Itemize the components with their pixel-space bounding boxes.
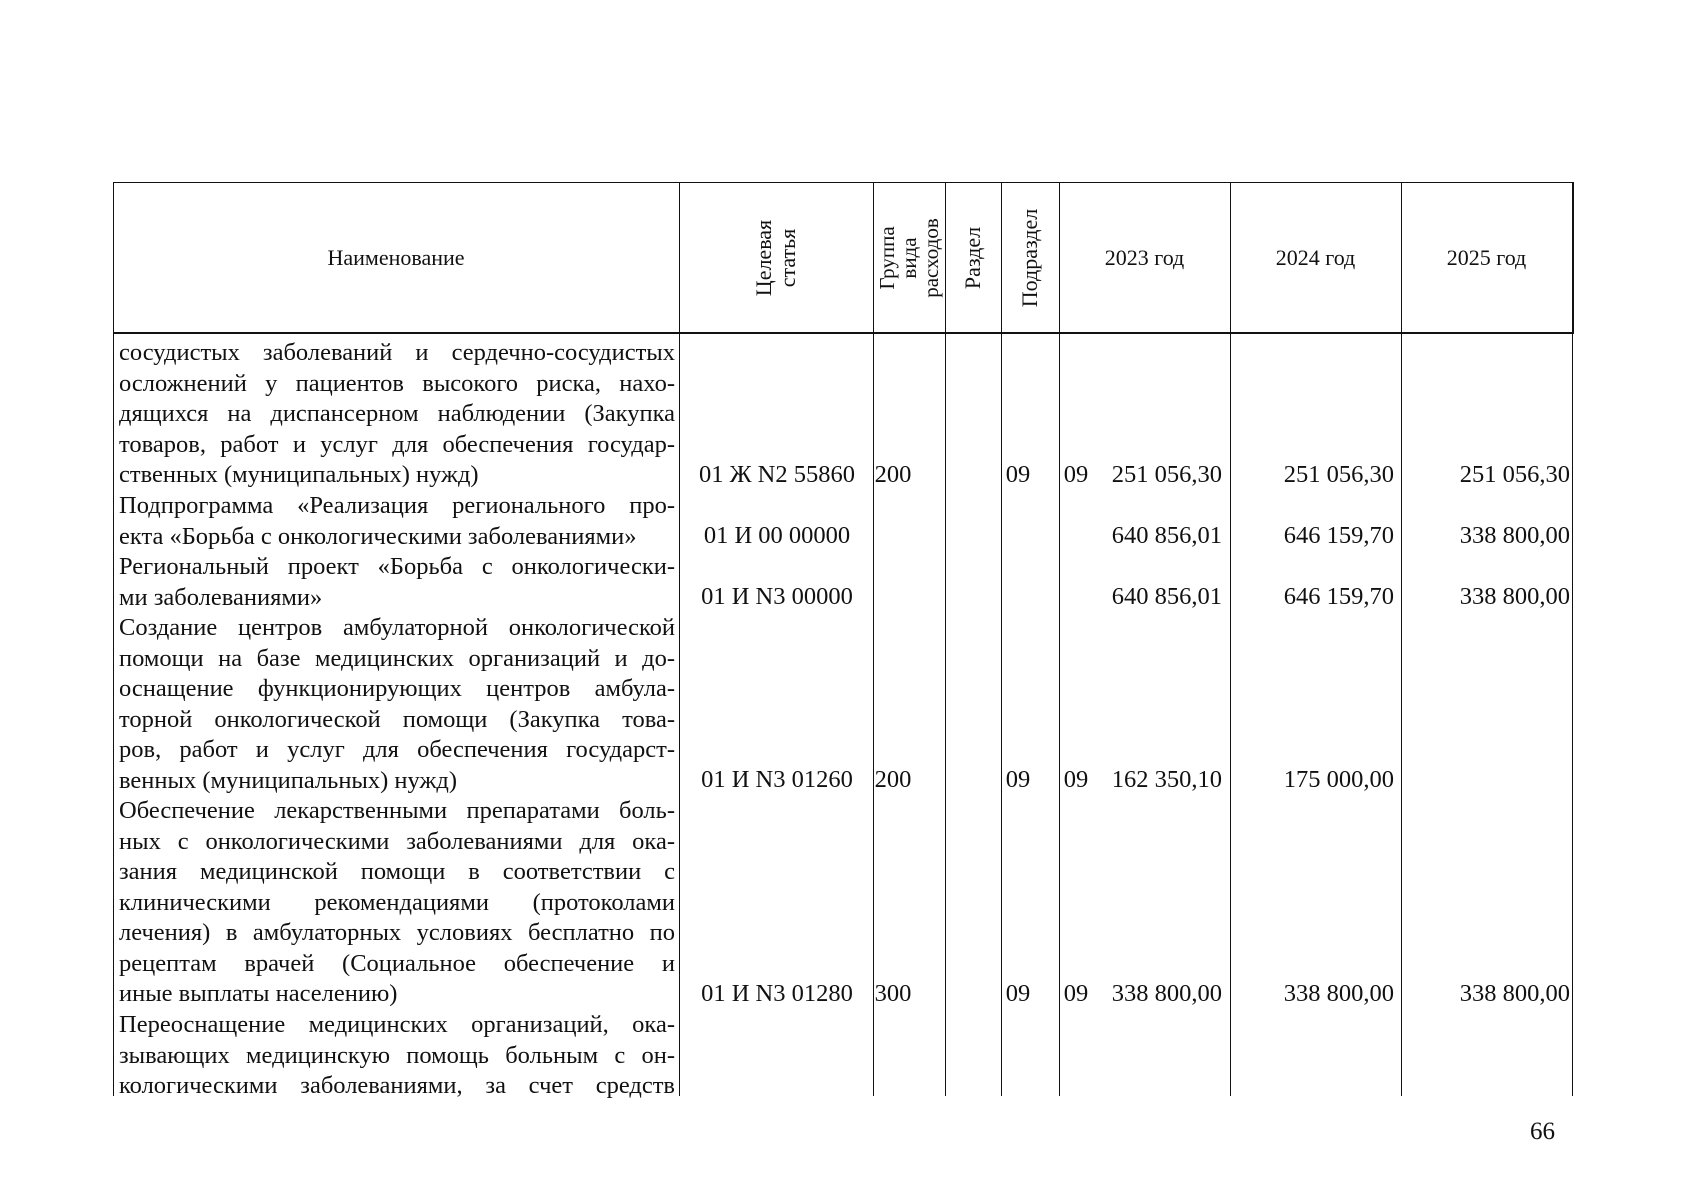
header-section-text: Раздел bbox=[960, 226, 986, 290]
header-2024-text: 2024 год bbox=[1275, 245, 1356, 270]
name-line: екта «Борьба с онкологическими заболеваниями» bbox=[119, 522, 637, 550]
row-name bbox=[119, 552, 675, 613]
name-line: лечения) в амбулаторных условиях бесплатно по bbox=[119, 919, 675, 946]
name-line: Переоснащение медицинских организаций, ока- bbox=[119, 1011, 675, 1038]
row-name bbox=[119, 338, 675, 491]
y2023-cell: 162 350,10 bbox=[1111, 766, 1222, 793]
header-name bbox=[113, 182, 679, 334]
header-2025-text: 2025 год bbox=[1446, 245, 1527, 270]
name-line: Подпрограмма «Реализация регионального про- bbox=[119, 492, 675, 519]
name-line: оснащение функционирующих центров амбула- bbox=[119, 675, 675, 702]
target-cell: 01 И 00 00000 bbox=[703, 522, 851, 549]
header-target-text: Целевая статья bbox=[750, 219, 800, 297]
header-2024 bbox=[1230, 182, 1401, 334]
y2023-cell: 640 856,01 bbox=[1111, 522, 1222, 549]
y2024-cell: 175 000,00 bbox=[1283, 766, 1394, 793]
y2024-cell: 338 800,00 bbox=[1283, 980, 1394, 1007]
y2025-cell: 251 056,30 bbox=[1459, 461, 1570, 488]
y2023-cell: 338 800,00 bbox=[1111, 980, 1222, 1007]
y2024-cell: 646 159,70 bbox=[1283, 522, 1394, 549]
group-cell: 300 bbox=[874, 980, 912, 1007]
section-cell: 09 bbox=[1005, 980, 1031, 1007]
budget-table bbox=[113, 182, 1574, 1099]
name-line: дящихся на диспансерном наблюдении (Закупка bbox=[119, 400, 675, 427]
y2024-cell: 251 056,30 bbox=[1283, 461, 1394, 488]
header-name-text: Наименование bbox=[327, 245, 465, 270]
name-line: Обеспечение лекарственными препаратами боль- bbox=[119, 797, 675, 824]
header-subsection bbox=[1001, 182, 1059, 334]
header-target bbox=[679, 182, 873, 334]
name-line: осложнений у пациентов высокого риска, нахо- bbox=[119, 369, 675, 397]
name-line: помощи на базе медицинских организаций и до- bbox=[119, 644, 675, 672]
header-2023-text: 2023 год bbox=[1104, 245, 1185, 270]
col-line bbox=[1572, 182, 1573, 1096]
header-subsection-text: Подраздел bbox=[1017, 208, 1043, 308]
section-cell: 09 bbox=[1005, 766, 1031, 793]
y2023-cell: 251 056,30 bbox=[1111, 461, 1222, 488]
name-line: ственных (муниципальных) нужд) bbox=[119, 461, 479, 488]
page-number: 66 bbox=[1530, 1118, 1555, 1145]
name-line: венных (муниципальных) нужд) bbox=[119, 766, 458, 794]
header-group-text: Группа вида расходов bbox=[875, 218, 943, 298]
target-cell: 01 И N3 00000 bbox=[701, 583, 853, 610]
name-line: клиническими рекомендациями (протоколами bbox=[119, 888, 675, 916]
target-cell: 01 И N3 01280 bbox=[701, 980, 853, 1007]
name-line: ров, работ и услуг для обеспечения государст- bbox=[119, 736, 675, 763]
y2024-cell: 646 159,70 bbox=[1283, 583, 1394, 610]
header-group bbox=[873, 182, 945, 334]
name-line: ми заболеваниями» bbox=[119, 583, 323, 611]
section-cell: 09 bbox=[1005, 461, 1031, 488]
group-cell: 200 bbox=[874, 766, 912, 793]
subsection-cell: 09 bbox=[1063, 980, 1089, 1007]
name-line: сосудистых заболеваний и сердечно-сосудистых bbox=[119, 339, 675, 366]
y2023-cell: 640 856,01 bbox=[1111, 583, 1222, 610]
header-section bbox=[945, 182, 1001, 334]
row-name bbox=[119, 491, 675, 552]
y2025-cell: 338 800,00 bbox=[1459, 583, 1570, 610]
name-line: зания медицинской помощи в соответствии с bbox=[119, 858, 675, 885]
header-2025 bbox=[1401, 182, 1572, 334]
group-cell: 200 bbox=[874, 461, 912, 488]
target-cell: 01 Ж N2 55860 bbox=[698, 461, 856, 488]
name-line: ных с онкологическими заболеваниями для ока- bbox=[119, 827, 675, 855]
name-line: торной онкологической помощи (Закупка това- bbox=[119, 705, 675, 733]
row-name bbox=[119, 796, 675, 1010]
name-line: иные выплаты населению) bbox=[119, 980, 398, 1007]
name-line: рецептам врачей (Социальное обеспечение и bbox=[119, 949, 675, 977]
subsection-cell: 09 bbox=[1063, 461, 1089, 488]
y2025-cell: 338 800,00 bbox=[1459, 522, 1570, 549]
name-line: Создание центров амбулаторной онкологической bbox=[119, 614, 675, 641]
name-line: товаров, работ и услуг для обеспечения государ- bbox=[119, 430, 675, 458]
header-2023 bbox=[1059, 182, 1230, 334]
name-line: Региональный проект «Борьба с онкологически- bbox=[119, 553, 675, 580]
name-line: зывающих медицинскую помощь больным с он- bbox=[119, 1041, 675, 1069]
y2025-cell: 338 800,00 bbox=[1459, 980, 1570, 1007]
subsection-cell: 09 bbox=[1063, 766, 1089, 793]
row-name bbox=[119, 613, 675, 796]
target-cell: 01 И N3 01260 bbox=[701, 766, 853, 793]
row-name bbox=[119, 1010, 675, 1102]
name-line: кологическими заболеваниями, за счет средств bbox=[119, 1072, 675, 1099]
